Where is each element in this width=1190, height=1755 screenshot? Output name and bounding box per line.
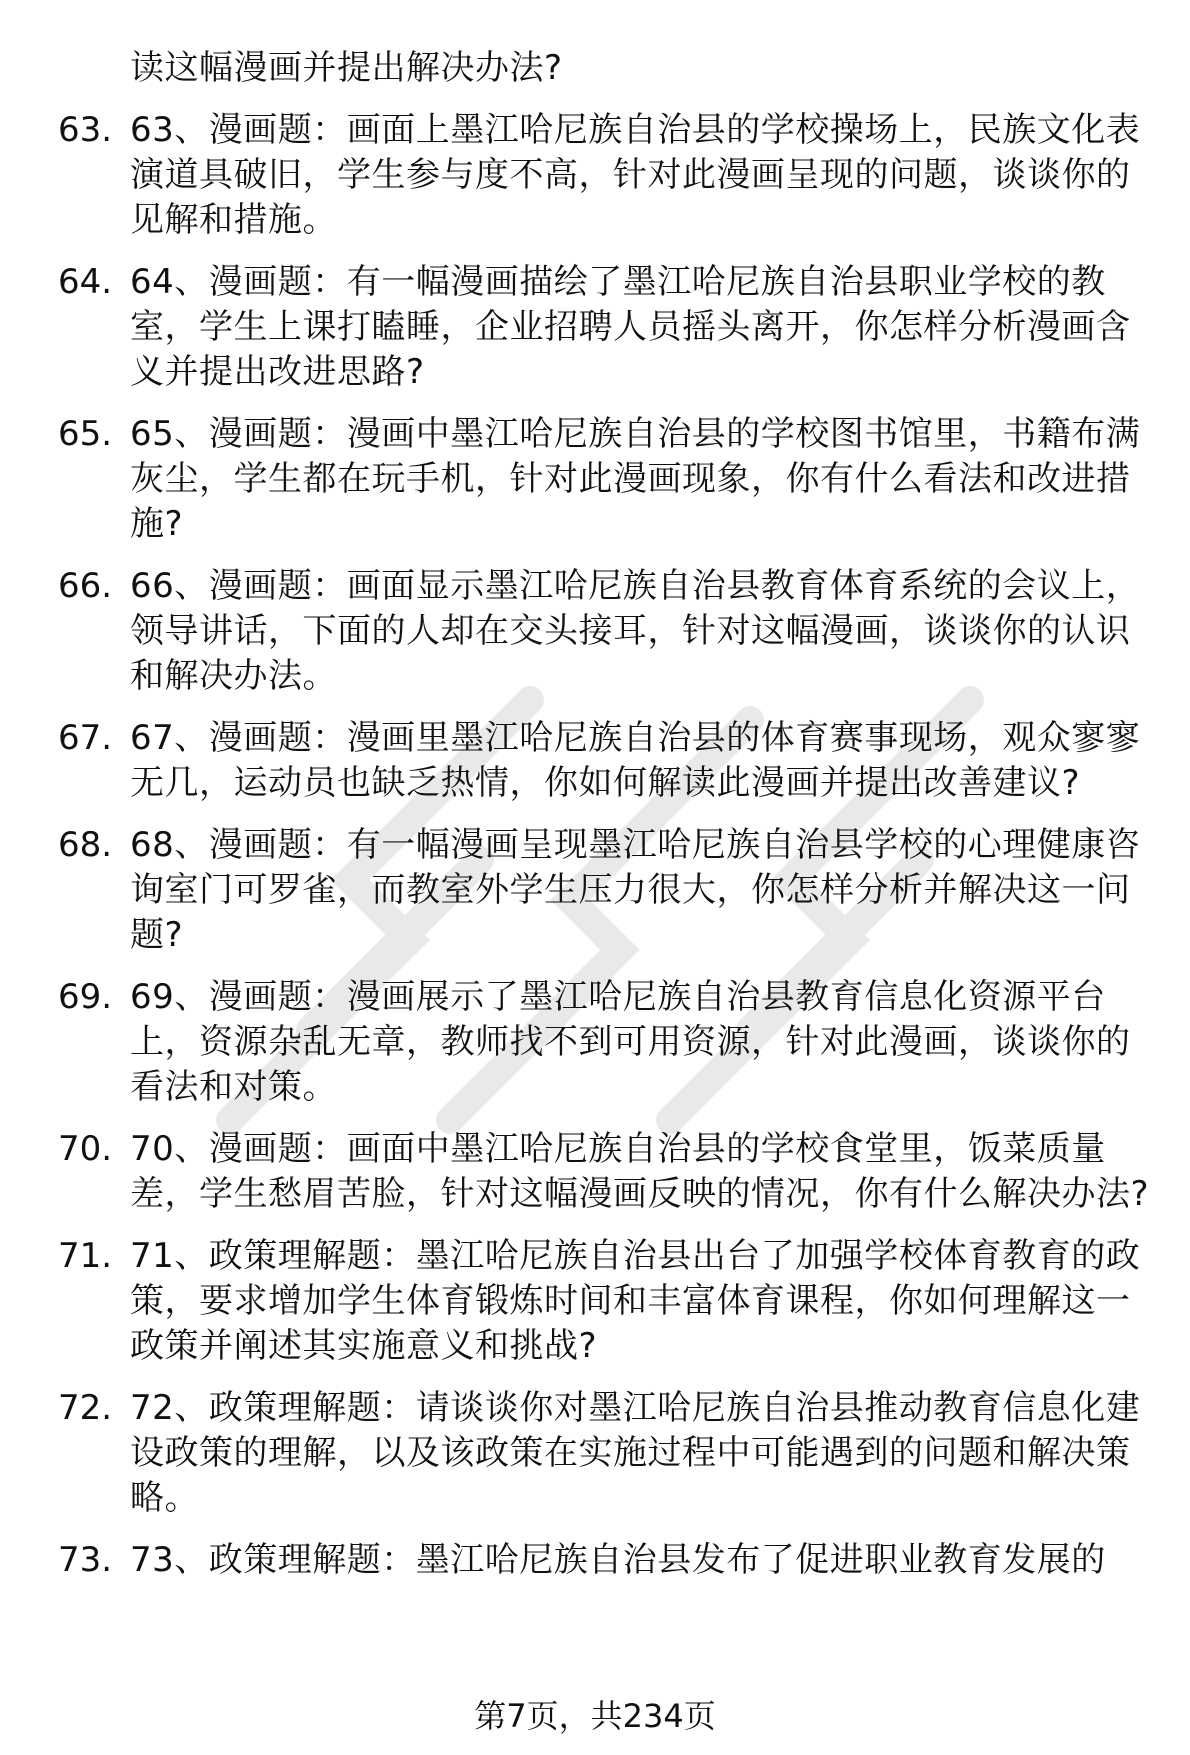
- question-text: 72、政策理解题：请谈谈你对墨江哈尼族自治县推动教育信息化建设政策的理解，以及该政策在实施过程中可能遇到的问题和解决策略。: [130, 1388, 1141, 1518]
- document-body: [58, 46, 1158, 1583]
- question-text: 63、漫画题：画面上墨江哈尼族自治县的学校操场上，民族文化表演道具破旧，学生参与度不高，针对此漫画呈现的问题，谈谈你的见解和措施。: [130, 110, 1141, 240]
- question-number: 65.: [58, 414, 113, 454]
- question-item: [58, 1127, 1158, 1217]
- question-number: 63.: [58, 110, 113, 150]
- question-item: [58, 412, 1158, 547]
- question-number: 72.: [58, 1388, 113, 1428]
- question-item: [58, 823, 1158, 958]
- question-text: 69、漫画题：漫画展示了墨江哈尼族自治县教育信息化资源平台上，资源杂乱无章，教师找不到可用资源，针对此漫画，谈谈你的看法和对策。: [130, 977, 1131, 1107]
- question-item: [58, 1386, 1158, 1521]
- continuation-text: 读这幅漫画并提出解决办法?: [130, 48, 563, 88]
- question-text: 73、政策理解题：墨江哈尼族自治县发布了促进职业教育发展的: [130, 1540, 1106, 1580]
- question-text: 64、漫画题：有一幅漫画描绘了墨江哈尼族自治县职业学校的教室，学生上课打瞌睡，企业招聘人员摇头离开，你怎样分析漫画含义并提出改进思路?: [130, 262, 1131, 392]
- question-item: [58, 260, 1158, 395]
- question-number: 64.: [58, 262, 113, 302]
- question-item: [58, 1538, 1158, 1583]
- question-item: [58, 975, 1158, 1110]
- question-text: 70、漫画题：画面中墨江哈尼族自治县的学校食堂里，饭菜质量差，学生愁眉苦脸，针对这幅漫画反映的情况，你有什么解决办法?: [130, 1129, 1150, 1214]
- question-item: [58, 108, 1158, 243]
- question-text: 68、漫画题：有一幅漫画呈现墨江哈尼族自治县学校的心理健康咨询室门可罗雀，而教室外学生压力很大，你怎样分析并解决这一问题?: [130, 825, 1141, 955]
- question-number: 66.: [58, 566, 113, 606]
- question-number: 70.: [58, 1129, 113, 1169]
- question-number: 71.: [58, 1236, 113, 1276]
- page-footer: 第7页，共234页: [474, 1697, 716, 1735]
- question-number: 73.: [58, 1540, 113, 1580]
- question-text: 65、漫画题：漫画中墨江哈尼族自治县的学校图书馆里，书籍布满灰尘，学生都在玩手机，针对此漫画现象，你有什么看法和改进措施?: [130, 414, 1141, 544]
- question-list: [58, 108, 1158, 1583]
- question-number: 69.: [58, 977, 113, 1017]
- question-number: 68.: [58, 825, 113, 865]
- question-item: [58, 1234, 1158, 1369]
- question-item: [58, 716, 1158, 806]
- question-text: 66、漫画题：画面显示墨江哈尼族自治县教育体育系统的会议上，领导讲话，下面的人却在交头接耳，针对这幅漫画，谈谈你的认识和解决办法。: [130, 566, 1141, 696]
- question-number: 67.: [58, 718, 113, 758]
- question-item: [58, 564, 1158, 699]
- question-text: 67、漫画题：漫画里墨江哈尼族自治县的体育赛事现场，观众寥寥无几，运动员也缺乏热情，你如何解读此漫画并提出改善建议?: [130, 718, 1141, 803]
- question-text: 71、政策理解题：墨江哈尼族自治县出台了加强学校体育教育的政策，要求增加学生体育锻炼时间和丰富体育课程，你如何理解这一政策并阐述其实施意义和挑战?: [130, 1236, 1141, 1366]
